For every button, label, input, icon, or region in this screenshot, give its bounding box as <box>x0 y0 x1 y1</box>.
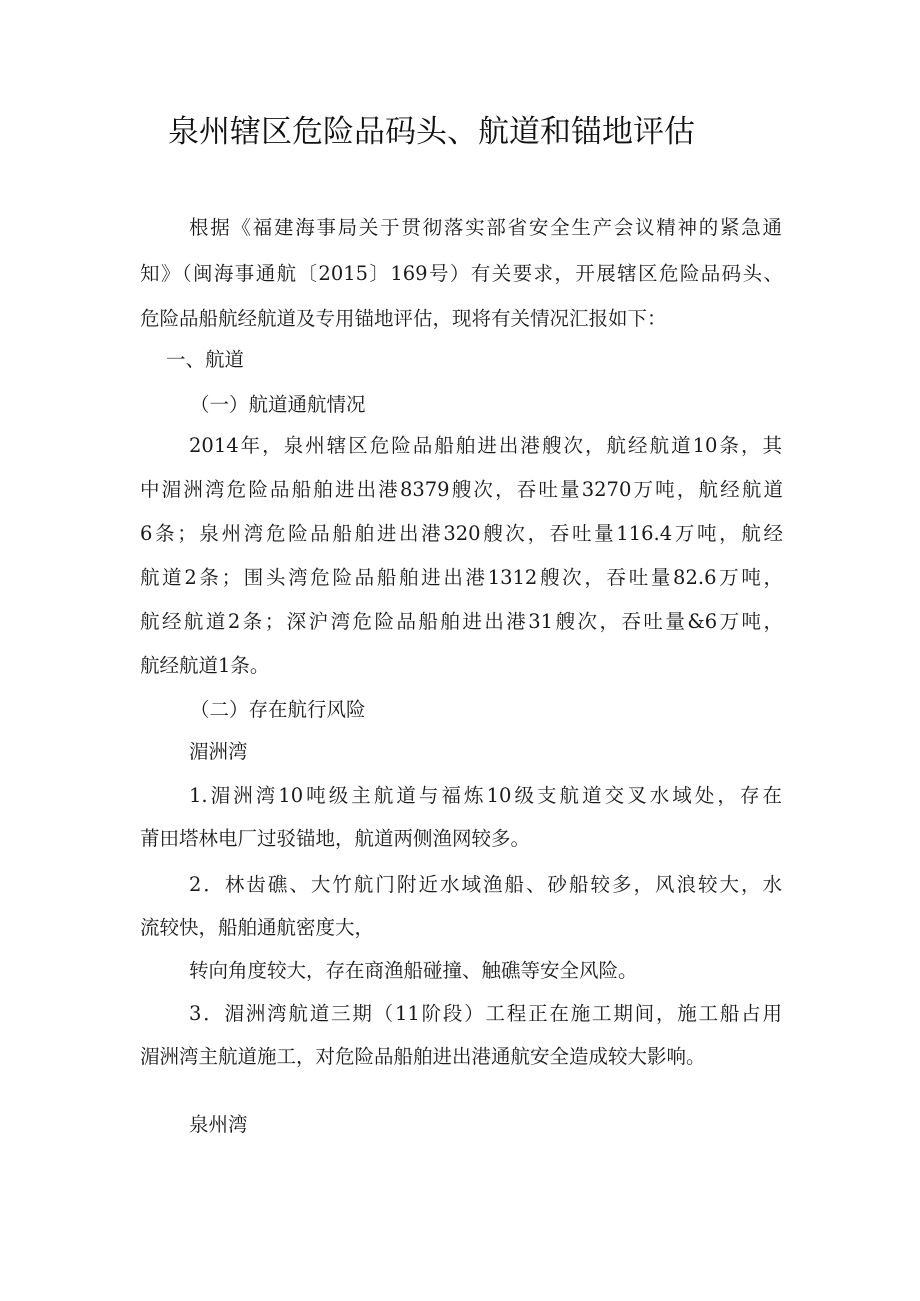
paragraph-line: 2．林齿礁、大竹航门附近水域渔船、砂船较多，风浪较大，水 <box>189 873 782 896</box>
paragraph-line: 莆田塔林电厂过驳锚地，航道两侧渔网较多。 <box>140 827 531 850</box>
area-heading: 泉州湾 <box>189 1113 248 1136</box>
document-title: 泉州辖区危险品码头、航道和锚地评估 <box>168 114 695 150</box>
paragraph-line: 知》（闽海事通航〔2015〕169号）有关要求，开展辖区危险品码头、 <box>140 262 783 285</box>
paragraph-line: 中湄洲湾危险品船舶进出港8379艘次，吞吐量3270万吨，航经航道 <box>140 478 783 501</box>
paragraph-line: 6条；泉州湾危险品船舶进出港320艘次，吞吐量116.4万吨，航经 <box>140 522 783 545</box>
area-heading: 湄洲湾 <box>189 740 248 763</box>
section-heading: 一、航道 <box>166 348 245 371</box>
paragraph-line: 湄洲湾主航道施工，对危险品船舶进出港通航安全造成较大影响。 <box>140 1045 706 1068</box>
paragraph-line: 3．湄洲湾航道三期（11阶段）工程正在施工期间，施工船占用 <box>189 1002 782 1025</box>
paragraph-line: 1.湄洲湾10吨级主航道与福炼10级支航道交叉水域处，存在 <box>189 784 782 807</box>
subsection-heading: （二）存在航行风险 <box>190 698 366 721</box>
paragraph-line: 航经航道1条。 <box>140 654 270 677</box>
paragraph-line: 根据《福建海事局关于贯彻落实部省安全生产会议精神的紧急通 <box>189 216 782 239</box>
paragraph-line: 危险品船航经航道及专用锚地评估，现将有关情况汇报如下： <box>140 307 667 330</box>
subsection-heading: （一）航道通航情况 <box>190 393 366 416</box>
paragraph-line: 2014年，泉州辖区危险品船舶进出港艘次，航经航道10条，其 <box>189 434 782 457</box>
paragraph-line: 航经航道2条；深沪湾危险品船舶进出港31艘次，吞吐量&6万吨， <box>140 610 783 633</box>
paragraph-line: 航道2条；围头湾危险品船舶进出港1312艘次，吞吐量82.6万吨， <box>140 566 783 589</box>
paragraph-line: 流较快，船舶通航密度大， <box>140 916 375 939</box>
paragraph-line: 转向角度较大，存在商渔船碰撞、触礁等安全风险。 <box>189 959 638 982</box>
